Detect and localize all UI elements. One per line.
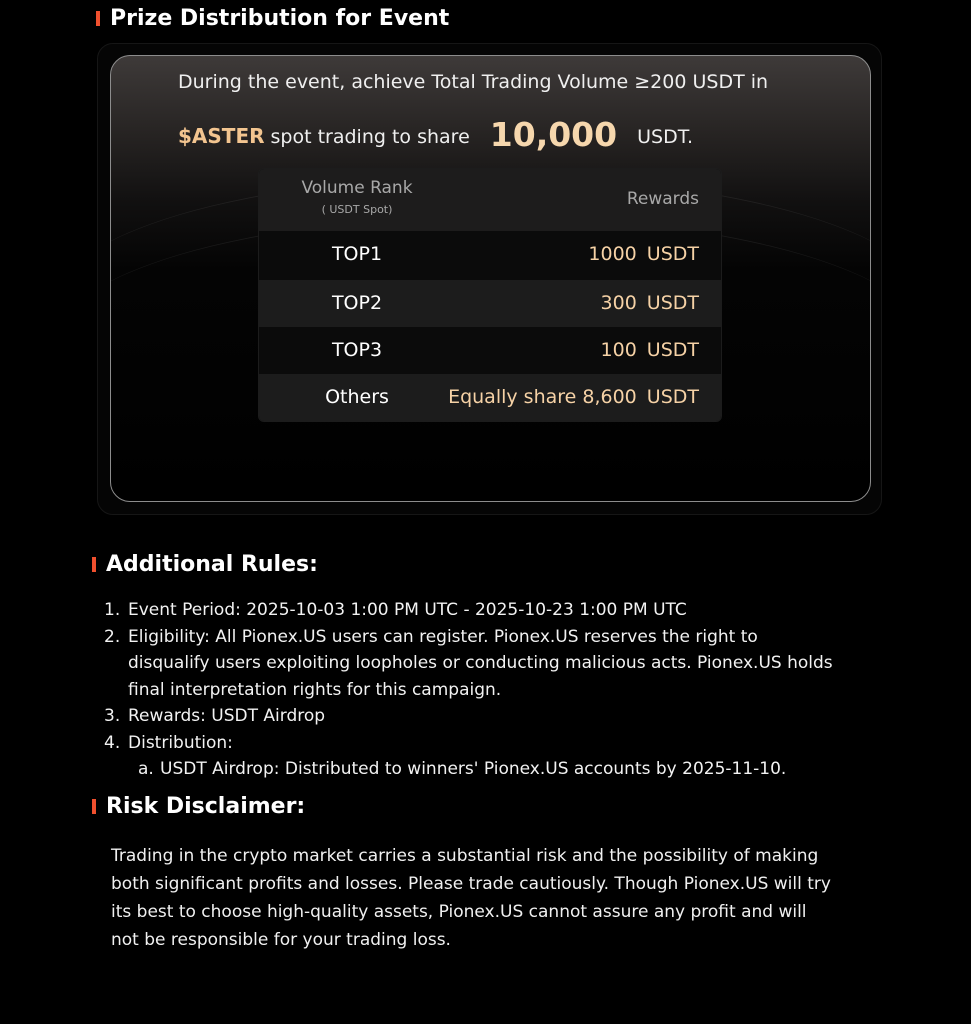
- reward-value: [588, 243, 699, 265]
- total-prize-unit: USDT.: [637, 126, 694, 148]
- reward-value: [601, 339, 699, 361]
- reward-unit: USDT: [646, 292, 699, 314]
- rule-number: 1.: [104, 600, 121, 620]
- list-item: [104, 703, 844, 730]
- list-item: [104, 624, 844, 704]
- total-prize-amount: 10,000: [489, 115, 618, 154]
- intro-line-2: [178, 112, 694, 154]
- accent-bar: [96, 11, 100, 26]
- table-row: [259, 327, 721, 374]
- reward-unit: USDT: [646, 243, 699, 265]
- reward-value: [601, 292, 699, 314]
- rank-label: TOP2: [331, 292, 383, 314]
- reward-amount: Equally share 8,600: [448, 386, 637, 408]
- rule-number: 4.: [104, 732, 121, 753]
- list-item: [104, 597, 844, 624]
- intro-line-1: During the event, achieve Total Trading Volume ≥200 USDT in: [178, 71, 769, 93]
- header-rewards: Rewards: [626, 189, 699, 209]
- rule-number: 3.: [104, 706, 121, 726]
- risk-disclaimer-title: Risk Disclaimer:: [106, 793, 306, 819]
- additional-rules-title: Additional Rules:: [106, 551, 318, 577]
- intro-line-2-text: spot trading to share: [270, 126, 470, 148]
- risk-disclaimer-heading: [92, 792, 305, 820]
- sub-rule-letter: a.: [138, 759, 154, 779]
- reward-table: [258, 168, 722, 422]
- reward-amount: 1000: [588, 243, 637, 265]
- rule-text: Event Period: 2025-10-03 1:00 PM UTC - 2025-10-23 1:00 PM UTC: [128, 600, 687, 620]
- rank-label: TOP1: [331, 243, 383, 265]
- rule-text: Rewards: USDT Airdrop: [128, 706, 326, 726]
- header-volume-rank: Volume Rank: [301, 178, 413, 198]
- rules-list: [104, 597, 844, 783]
- reward-table-header: [259, 169, 721, 231]
- table-row: [259, 231, 721, 278]
- sub-rule-text: USDT Airdrop: Distributed to winners' Pionex.US accounts by 2025-11-10.: [160, 759, 787, 779]
- list-item: [104, 730, 844, 783]
- rule-text: Distribution:: [128, 732, 233, 753]
- reward-amount: 300: [600, 292, 637, 314]
- accent-bar: [92, 799, 96, 814]
- rule-text: Eligibility: All Pionex.US users can register. Pionex.US reserves the right to disqualify users exploiting loopholes or conducting malicious acts. Pionex.US holds final interpretation rights for this campaign.: [128, 626, 833, 700]
- rule-number: 2.: [104, 626, 121, 647]
- table-row: [259, 280, 721, 327]
- reward-unit: USDT: [646, 386, 699, 408]
- table-row: [259, 374, 721, 421]
- header-volume-rank-sub: ( USDT Spot): [321, 203, 393, 216]
- rank-label: Others: [325, 386, 389, 408]
- rank-label: TOP3: [331, 339, 383, 361]
- coin-symbol: $ASTER: [178, 124, 265, 148]
- additional-rules-heading: [92, 550, 318, 578]
- prize-distribution-heading: [96, 4, 449, 32]
- sub-list-item: [132, 756, 844, 783]
- reward-amount: 100: [600, 339, 637, 361]
- reward-unit: USDT: [646, 339, 699, 361]
- risk-disclaimer-text: Trading in the crypto market carries a substantial risk and the possibility of making both significant profits and losses. Please trade cautiously. Though Pionex.US will try its best to choose high-quality assets, Pionex.US cannot assure any profit and will not be responsible for your trading loss.: [111, 846, 831, 950]
- reward-value: [448, 386, 699, 408]
- accent-bar: [92, 557, 96, 572]
- prize-distribution-title: Prize Distribution for Event: [110, 5, 450, 31]
